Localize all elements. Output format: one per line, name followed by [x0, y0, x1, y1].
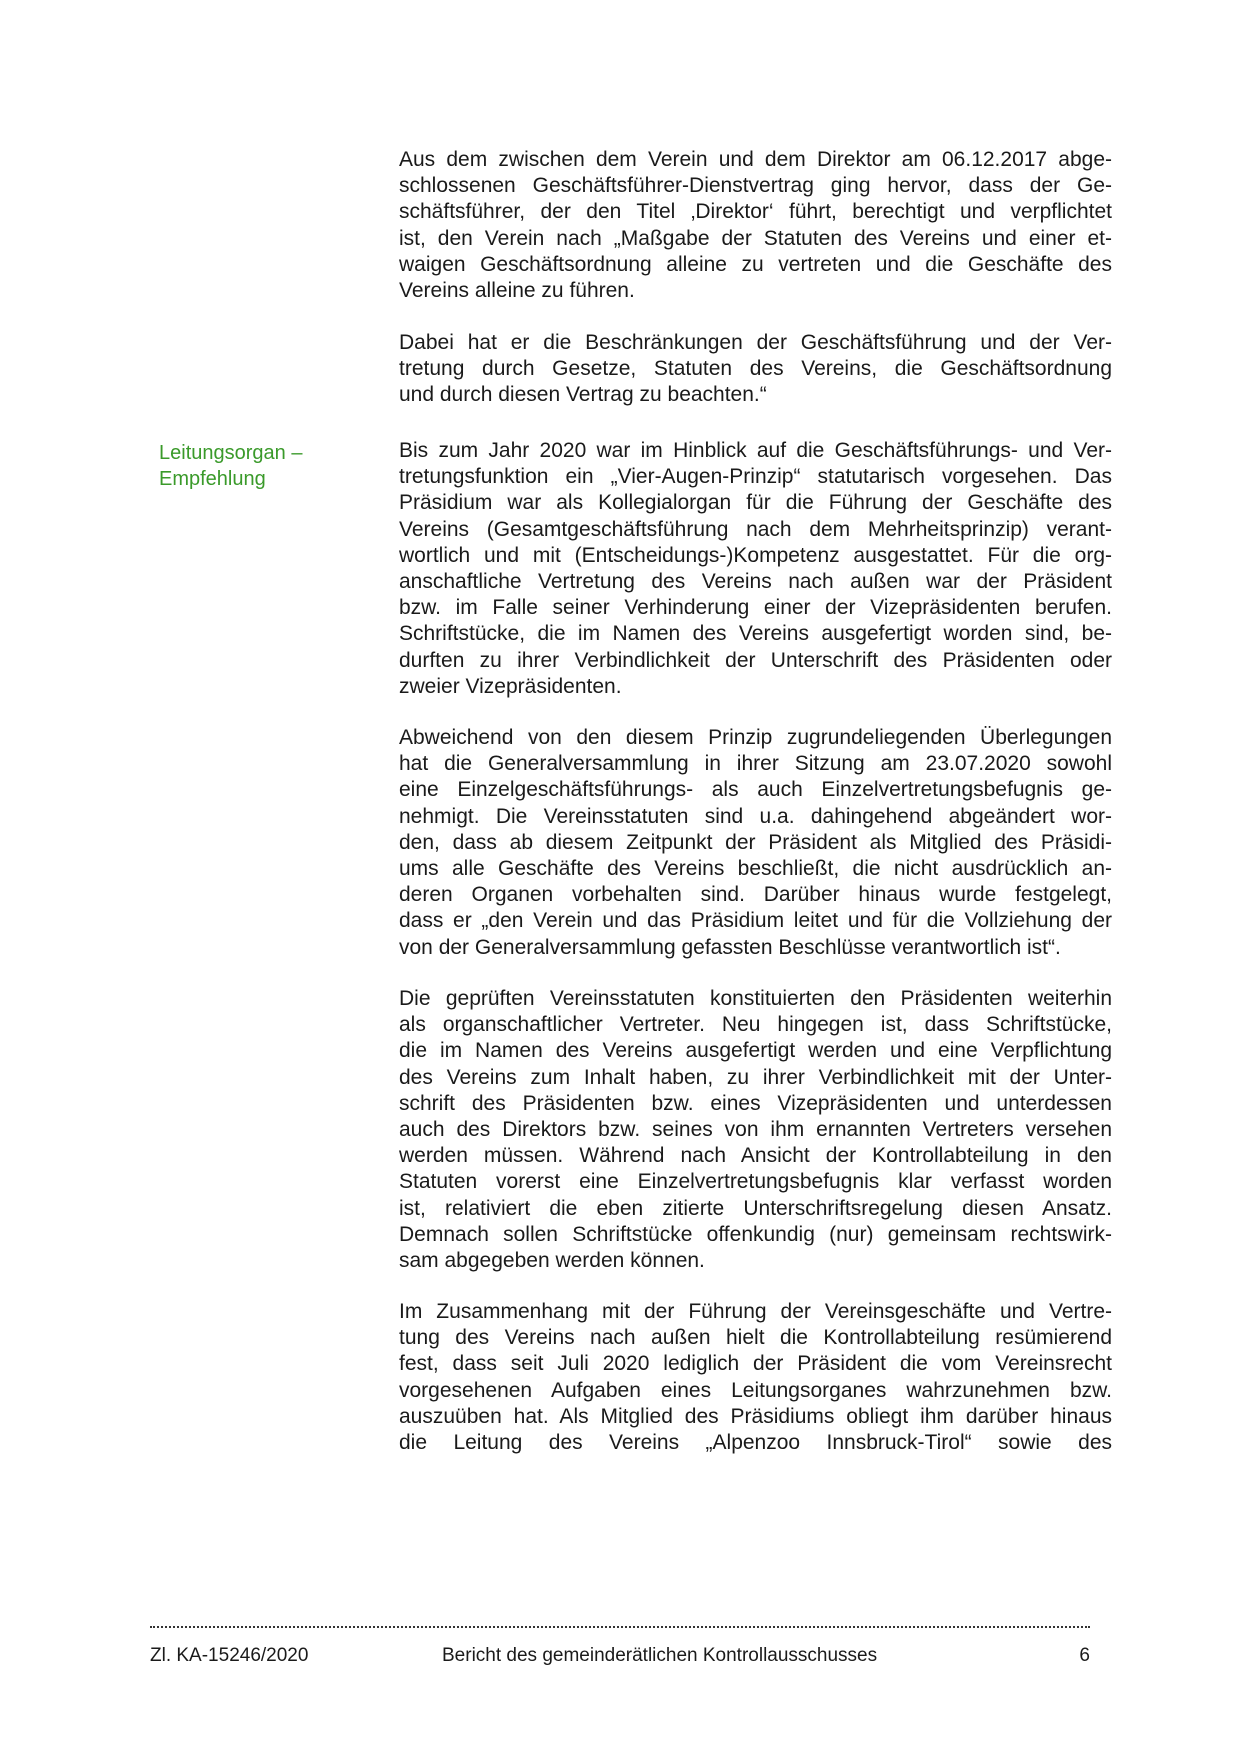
text-line: dass er „den Verein und das Präsidium leitet und für die Vollziehung der [399, 909, 1112, 933]
text-line: bzw. im Falle seiner Verhinderung einer der Vizepräsidenten berufen. [399, 596, 1112, 620]
text-line: tung des Vereins nach außen hielt die Kontrollabteilung resümierend [399, 1326, 1112, 1350]
text-line: schlossenen Geschäftsführer-Dienstvertrag ging hervor, dass der Ge- [399, 174, 1112, 198]
text-line: Statuten vorerst eine Einzelvertretungsbefugnis klar verfasst worden [399, 1170, 1112, 1194]
paragraph-2 [399, 330, 1112, 409]
text-line: auch des Direktors bzw. seines von ihm ernannten Vertreters versehen [399, 1118, 1112, 1142]
text-line: durften zu ihrer Verbindlichkeit der Unterschrift des Präsidenten oder [399, 648, 1112, 672]
paragraph-3 [399, 438, 1112, 700]
text-line: die Leitung des Vereins „Alpenzoo Innsbruck-Tirol“ sowie des [399, 1431, 1112, 1455]
text-line: ist, relativiert die eben zitierte Unterschriftsregelung diesen Ansatz. [399, 1196, 1112, 1220]
paragraph-6 [399, 1299, 1112, 1456]
paragraph-4 [399, 725, 1112, 961]
text-line: fest, dass seit Juli 2020 lediglich der Präsident die vom Vereinsrecht [399, 1352, 1112, 1376]
text-line: Bis zum Jahr 2020 war im Hinblick auf die Geschäftsführungs- und Ver- [399, 439, 1112, 462]
text-line: wortlich und mit (Entscheidungs-)Kompetenz ausgestattet. Für die org- [399, 543, 1112, 567]
text-line: tretung durch Gesetze, Statuten des Vereins, die Geschäftsordnung [399, 357, 1112, 381]
text-line: hat die Generalversammlung in ihrer Sitzung am 23.07.2020 sowohl [399, 752, 1112, 776]
text-line: als organschaftlicher Vertreter. Neu hingegen ist, dass Schriftstücke, [399, 1013, 1112, 1037]
text-line: werden müssen. Während nach Ansicht der Kontrollabteilung in den [399, 1144, 1112, 1168]
text-line: Präsidium war als Kollegialorgan für die Führung der Geschäfte des [399, 491, 1112, 515]
text-line: zweier Vizepräsidenten. [399, 674, 622, 698]
text-line: Vereins (Gesamtgeschäftsführung nach dem Mehrheitsprinzip) verant- [399, 517, 1112, 541]
footer-reference: Zl. KA-15246/2020 [150, 1645, 309, 1666]
text-line: Die geprüften Vereinsstatuten konstituierten den Präsidenten weiterhin [399, 987, 1112, 1010]
text-line: ums alle Geschäfte des Vereins beschließt, die nicht ausdrücklich an- [399, 857, 1112, 881]
text-line: schäftsführer, der den Titel ‚Direktor‘ führt, berechtigt und verpflichtet [399, 200, 1112, 224]
text-line: Aus dem zwischen dem Verein und dem Direktor am 06.12.2017 abge- [399, 148, 1112, 171]
text-line: Schriftstücke, die im Namen des Vereins ausgefertigt worden sind, be- [399, 622, 1112, 646]
text-line: waigen Geschäftsordnung alleine zu vertreten und die Geschäfte des [399, 252, 1112, 276]
text-line: Abweichend von den diesem Prinzip zugrundeliegenden Überlegungen [399, 726, 1112, 749]
text-line: und durch diesen Vertrag zu beachten.“ [399, 383, 767, 407]
text-line: sam abgegeben werden können. [399, 1249, 705, 1273]
text-line: tretungsfunktion ein „Vier-Augen-Prinzip“ statutarisch vorgesehen. Das [399, 465, 1112, 489]
text-line: deren Organen vorbehalten sind. Darüber hinaus wurde festgelegt, [399, 883, 1112, 907]
text-line: von der Generalversammlung gefassten Beschlüsse verantwortlich ist“. [399, 935, 1061, 959]
text-line: Dabei hat er die Beschränkungen der Geschäftsführung und der Ver- [399, 331, 1112, 354]
page-number: 6 [1079, 1645, 1090, 1666]
footer-title: Bericht des gemeinderätlichen Kontrollausschusses [442, 1645, 878, 1666]
paragraph-5 [399, 986, 1112, 1274]
margin-note [159, 440, 369, 492]
text-line: den, dass ab diesem Zeitpunkt der Präsident als Mitglied des Präsidi- [399, 830, 1112, 854]
text-line: auszuüben hat. Als Mitglied des Präsidiums obliegt ihm darüber hinaus [399, 1404, 1112, 1428]
margin-note-line: Empfehlung [159, 468, 266, 490]
margin-note-line: Leitungsorgan – [159, 442, 303, 464]
text-line: ist, den Verein nach „Maßgabe der Statuten des Vereins und einer et- [399, 226, 1112, 250]
footer-divider [150, 1626, 1090, 1628]
text-line: die im Namen des Vereins ausgefertigt werden und eine Verpflichtung [399, 1039, 1112, 1063]
text-line: anschaftliche Vertretung des Vereins nach außen war der Präsident [399, 570, 1112, 594]
text-line: eine Einzelgeschäftsführungs- als auch Einzelvertretungsbefugnis ge- [399, 778, 1112, 802]
text-line: des Vereins zum Inhalt haben, zu ihrer Verbindlichkeit mit der Unter- [399, 1065, 1112, 1089]
text-line: Vereins alleine zu führen. [399, 279, 635, 303]
text-line: Demnach sollen Schriftstücke offenkundig (nur) gemeinsam rechtswirk- [399, 1222, 1112, 1246]
text-line: schrift des Präsidenten bzw. eines Vizepräsidenten und unterdessen [399, 1091, 1112, 1115]
text-line: nehmigt. Die Vereinsstatuten sind u.a. dahingehend abgeändert wor- [399, 804, 1112, 828]
text-line: Im Zusammenhang mit der Führung der Vereinsgeschäfte und Vertre- [399, 1300, 1112, 1323]
paragraph-1 [399, 147, 1112, 304]
text-line: vorgesehenen Aufgaben eines Leitungsorganes wahrzunehmen bzw. [399, 1378, 1112, 1402]
